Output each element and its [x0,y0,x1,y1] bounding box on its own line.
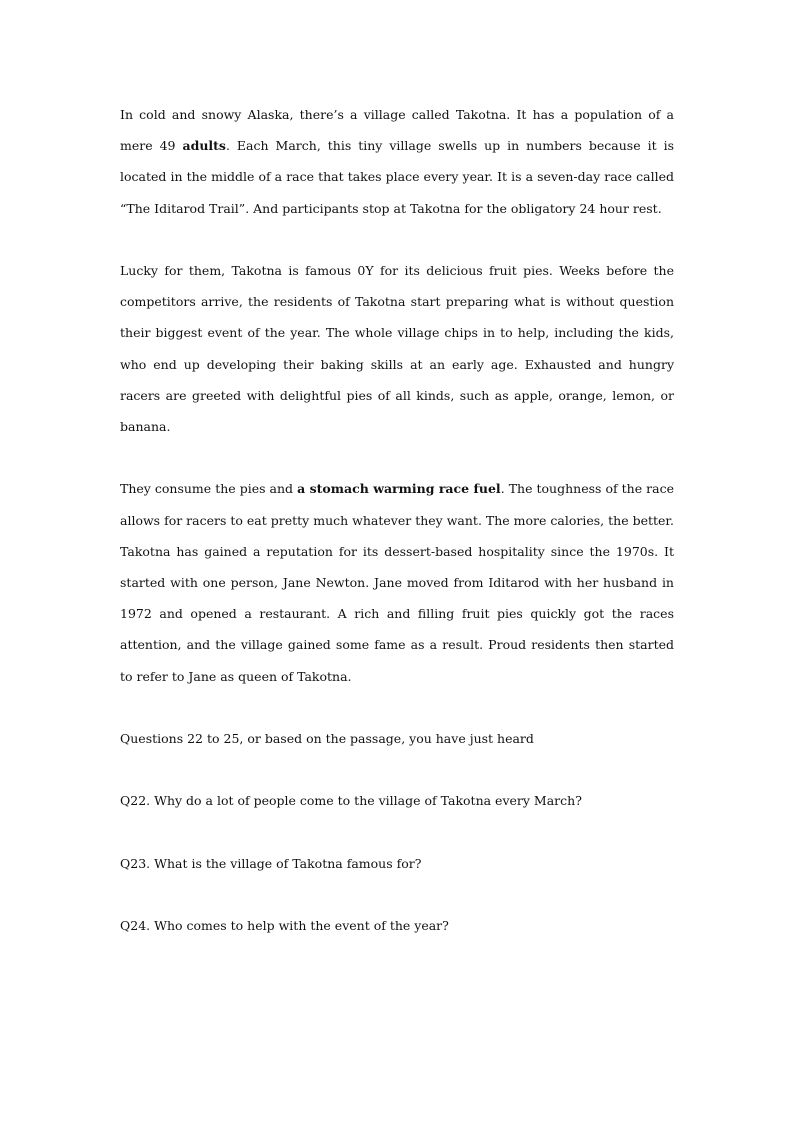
paragraph-2: Lucky for them, Takotna is famous 0Y for its delicious fruit pies. Weeks before the competitors arrive, the residents of Takotna start preparing what is without question their biggest event of the year. The whole village chips in to help, including the kids, who end up developing their baking skills at an early age. Exhausted and hungry racers are greeted with delightful pies of all kinds, such as apple, orange, lemon, or banana. [120,263,674,435]
question-22: Q22. Why do a lot of people come to the village of Takotna every March? [120,793,582,809]
paragraph-1-text-a: In cold and snowy Alaska, there’s a village called Takotna. It has a population of a mere 49 [120,107,674,154]
paragraph-1-bold: adults [182,138,226,154]
paragraph-3-bold: a stomach warming race fuel [297,481,501,497]
document-page [120,99,674,973]
paragraph-3-text-b: . The toughness of the race allows for racers to eat pretty much whatever they want. The more calories, the better. Takotna has gained a reputation for its dessert-based hospitality since the 1970s. It started with one person, Jane Newton. Jane moved from Iditarod with her husband in 1972 and opened a restaurant. A rich and filling fruit pies quickly got the races attention, and the village gained some fame as a result. Proud residents then started to refer to Jane as queen of Takotna. [120,481,674,684]
question-23: Q23. What is the village of Takotna famous for? [120,855,422,871]
question-24: Q24. Who comes to help with the event of the year? [120,918,449,934]
paragraph-1-text-b: . Each March, this tiny village swells up in numbers because it is located in the middle of a race that takes place every year. It is a seven-day race called “The Iditarod Trail”. And participants stop at Takotna for the obligatory 24 hour rest. [120,138,674,216]
paragraph-1 [120,99,674,224]
paragraph-3-text-a: They consume the pies and [120,481,298,497]
paragraph-3 [120,473,674,691]
questions-intro: Questions 22 to 25, or based on the passage, you have just heard [120,731,534,747]
